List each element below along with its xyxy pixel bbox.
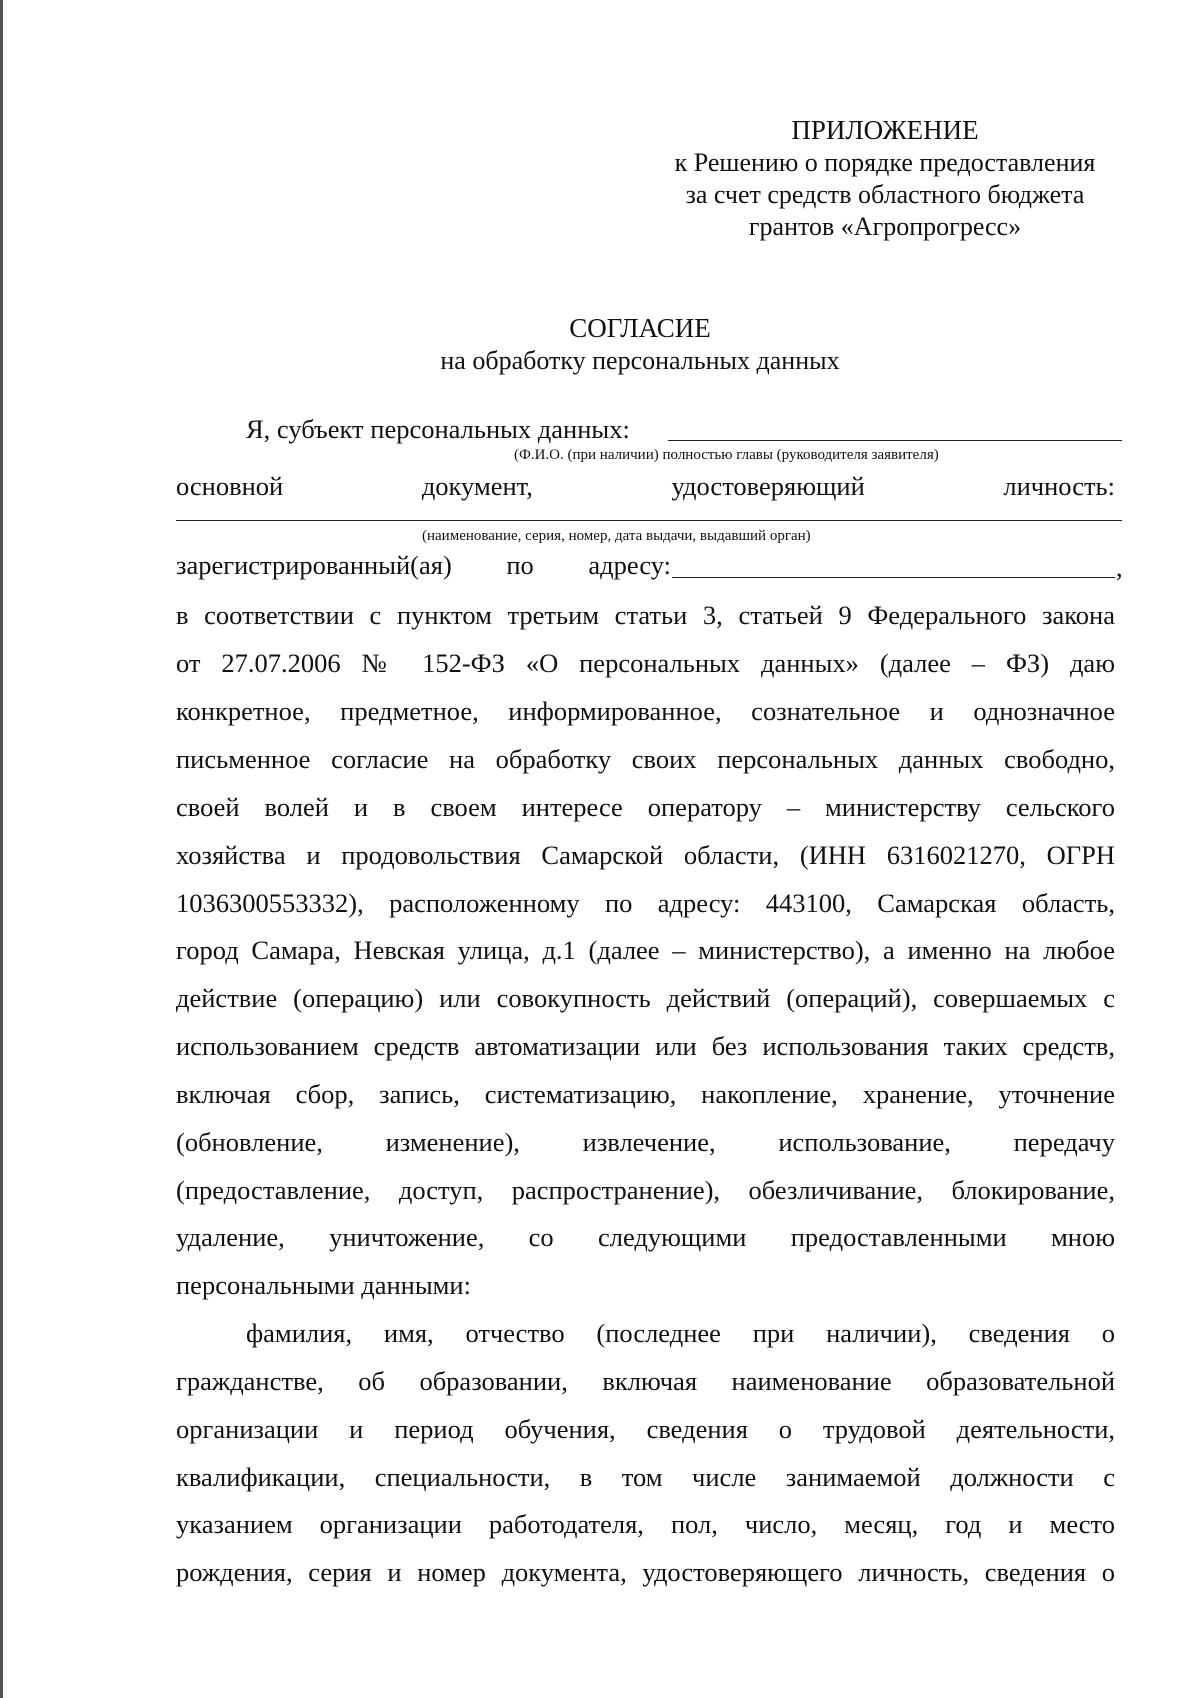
text-line: организации и период обучения, сведения о трудовой деятельности, [176,1414,1115,1444]
address-label [176,548,671,582]
text-line: (обновление, изменение), извлечение, использование, передачу [176,1127,1115,1157]
text-line: фамилия, имя, отчество (последнее при наличии), сведения о [246,1318,1115,1348]
text-line: использованием средств автоматизации или без использования таких средств, [176,1031,1115,1061]
address-field[interactable] [672,577,1115,578]
identity-document-line [176,463,1115,510]
subject-hint: (Ф.И.О. (при наличии) полностью главы (руководителя заявителя) [514,447,939,463]
appendix-title: ПРИЛОЖЕНИЕ [791,115,979,145]
appendix-line: грантов «Агропрогресс» [748,212,1022,241]
text-line: квалификации, специальности, в том числе занимаемой должности с [176,1462,1115,1492]
scan-edge [0,0,3,1698]
subject-label: Я, субъект персональных данных: [246,414,630,444]
text-line: (предоставление, доступ, распространение), обезличивание, блокирование, [176,1175,1115,1205]
text-line: действие (операцию) или совокупность действий (операций), совершаемых с [176,983,1115,1013]
text-line: удаление, уничтожение, со следующими предоставленными мною [176,1222,1115,1252]
text-line: в соответствии с пунктом третьим статьи 3, статьей 9 Федерального закона [176,600,1115,630]
text-line: персональными данными: [176,1270,471,1300]
address-word: адресу: [588,550,672,580]
subject-name-field[interactable] [668,440,1122,441]
appendix-line: к Решению о порядке предоставления [674,148,1096,177]
identity-document-hint: (наименование, серия, номер, дата выдачи, выдавший орган) [422,528,811,544]
identity-word: удостоверяющий [671,471,865,501]
identity-word: основной [176,471,284,501]
appendix-header [640,113,1130,243]
text-line: своей волей и в своем интересе оператору – министерству сельского [176,792,1115,822]
text-line: от 27.07.2006 № 152-ФЗ «О персональных данных» (далее – ФЗ) даю [176,648,1115,678]
document-title: СОГЛАСИЕ [569,313,711,343]
text-line: хозяйства и продовольствия Самарской области, (ИНН 6316021270, ОГРН [176,840,1115,870]
text-line: включая сбор, запись, систематизацию, накопление, хранение, уточнение [176,1079,1115,1109]
identity-word: документ, [421,471,533,501]
appendix-line: за счет средств областного бюджета [685,180,1085,209]
text-line: указанием организации работодателя, пол, число, месяц, год и место [176,1509,1115,1539]
text-line: гражданстве, об образовании, включая наименование образовательной [176,1366,1115,1396]
address-word: по [506,550,534,580]
document-title-block [350,311,930,377]
text-line: 1036300553332), расположенному по адресу: 443100, Самарская область, [176,888,1115,918]
document-subtitle: на обработку персональных данных [440,346,840,375]
address-comma: , [1116,552,1123,582]
text-line: письменное согласие на обработку своих персональных данных свободно, [176,744,1115,774]
text-line: рождения, серия и номер документа, удостоверяющего личность, сведения о [176,1557,1115,1587]
identity-word: личность: [1003,471,1115,501]
identity-document-field[interactable] [176,520,1122,521]
text-line: конкретное, предметное, информированное, сознательное и однозначное [176,696,1115,726]
text-line: город Самара, Невская улица, д.1 (далее – министерство), а именно на любое [176,935,1115,965]
address-word: зарегистрированный(ая) [176,550,452,580]
